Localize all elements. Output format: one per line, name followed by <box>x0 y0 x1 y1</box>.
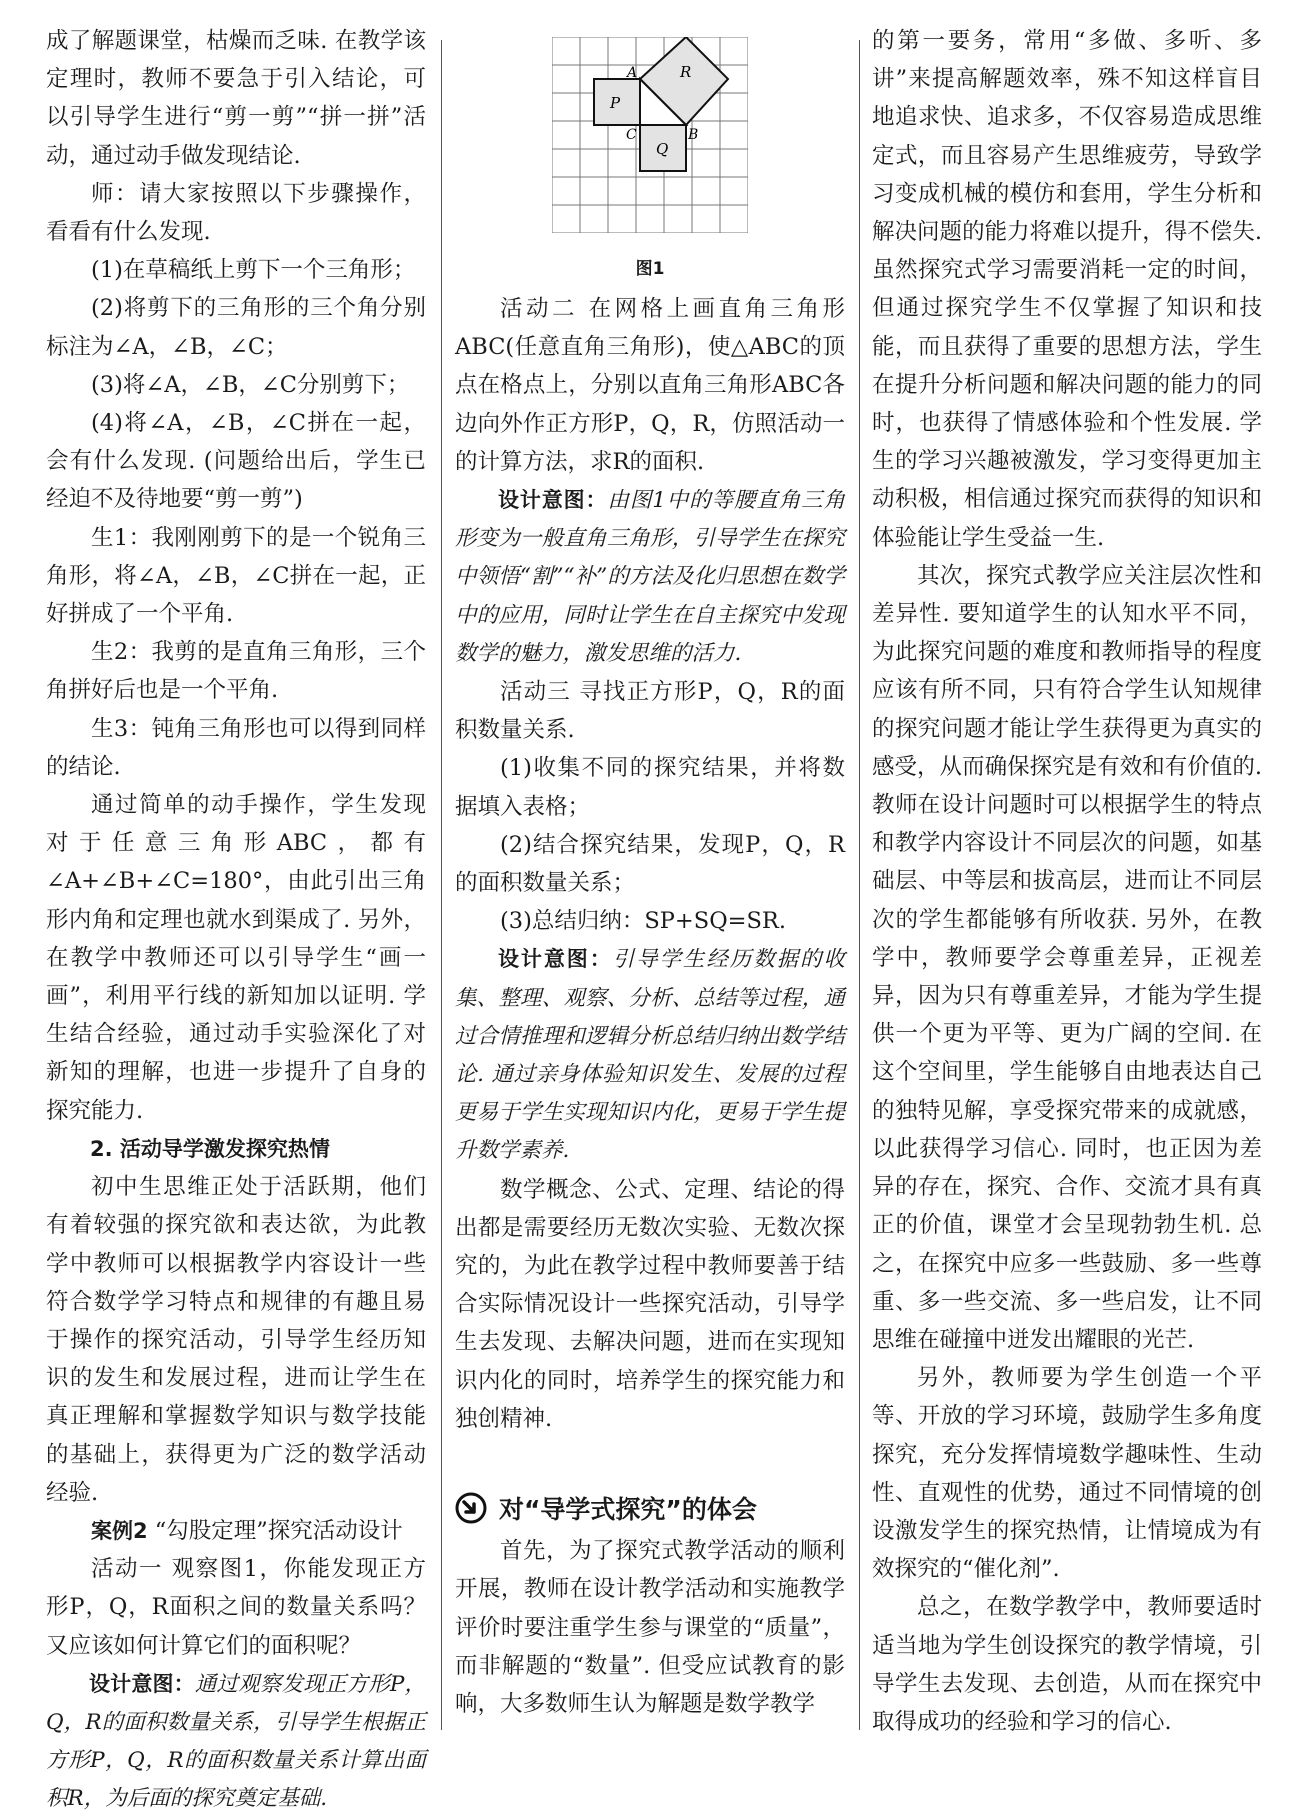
paragraph: 首先，为了探究式教学活动的顺利开展，教师在设计教学活动和实施教学评价时要注重学生参与课堂的“质量”，而非解题的“数量”. 但受应试教育的影响，大多数师生认为解题是数学教学 <box>455 1538 845 1717</box>
student-answer: 生2：我剪的是直角三角形，三个角拼好后也是一个平角. <box>46 639 426 704</box>
activity-paragraph: 活动一 观察图1，你能发现正方形P，Q，R面积之间的数量关系吗？又应该如何计算它们的面积呢？ <box>46 1556 426 1659</box>
label-R: R <box>680 63 692 81</box>
student-answer: 生3：钝角三角形也可以得到同样的结论. <box>46 715 426 780</box>
activity-paragraph: 活动二 在网格上画直角三角形ABC(任意直角三角形)，使△ABC的顶点在格点上，分别以直角三角形ABC各边向外作正方形P，Q，R，仿照活动一的计算方法，求R的面积. <box>455 296 845 475</box>
paragraph: 其次，探究式教学应关注层次性和差异性. 要知道学生的认知水平不同，为此探究问题的难度和教师指导的程度应该有所不同，只有符合学生认知规律的探究问题才能让学生获得更为真实的感受，从而确保探究是有效和有价值的. 教师在设计问题时可以根据学生的特点和教学内容设计不同层次的问题，如基础层、中等层和拔高层，进而让不同层次的学生都能够有所收获. 另外，在教学中，教师要学会尊重差异，正视差异，因为只有尊重差异，才能为学生提供一个更为平等、更为广阔的空间. 在这个空间里，学生能够自由地表达自己的独特见解，享受探究带来的成就感，以此获得学习信心. 同时，也正因为差异的存在，探究、合作、交流才具有真正的价值，课堂才会呈现勃勃生机. 总之，在探究中应多一些鼓励、多一些尊重、多一些交流、多一些启发，让不同思维在碰撞中迸发出耀眼的光芒. <box>872 562 1262 1353</box>
label-Q: Q <box>656 140 669 158</box>
intent-text: 由图1中的等腰直角三角形变为一般直角三角形，引导学生在探究中领悟“割”“补”的方法及化归思想在数学中的应用，同时让学生在自主探究中发现数学的魅力，激发思维的活力. <box>455 488 845 666</box>
paragraph: 成了解题课堂，枯燥而乏味. 在教学该定理时，教师不要急于引入结论，可以引导学生进行“剪一剪”“拼一拼”活动，通过动手做发现结论. <box>46 28 426 169</box>
design-intent <box>455 481 845 673</box>
step-item: (1)收集不同的探究结果，并将数据填入表格； <box>455 755 845 820</box>
case-title: “勾股定理”探究活动设计 <box>154 1517 403 1544</box>
section-heading <box>455 1490 845 1526</box>
step-item: (4)将∠A，∠B，∠C拼在一起，会有什么发现. (问题给出后，学生已经迫不及待地要“剪一剪”) <box>46 410 426 513</box>
figure-1 <box>455 22 845 290</box>
paragraph: 数学概念、公式、定理、结论的得出都是需要经历无数次实验、无数次探究的，为此在教学过程中教师要善于结合实际情况设计一些探究活动，引导学生去发现、去解决问题，进而在实现知识内化的同时，培养学生的探究能力和独创精神. <box>455 1176 845 1432</box>
label-P: P <box>610 94 621 112</box>
paragraph: 通过简单的动手操作，学生发现对于任意三角形ABC，都有∠A+∠B+∠C=180°，由此引出三角形内角和定理也就水到渠成了. 另外，在教学中教师还可以引导学生“画一画”，利用平行线的新知加以证明. 学生结合经验，通过动手实验深化了对新知的理解，也进一步提升了自身的探究能力. <box>46 792 426 1124</box>
intent-label: 设计意图： <box>89 1671 195 1696</box>
case-label: 案例2 <box>91 1518 148 1543</box>
step-item: (2)将剪下的三角形的三个角分别标注为∠A，∠B，∠C； <box>46 295 426 360</box>
step-item: (3)将∠A，∠B，∠C分别剪下； <box>91 371 410 398</box>
paragraph: 师：请大家按照以下步骤操作，看看有什么发现. <box>46 180 426 246</box>
paragraph: 初中生思维正处于活跃期，他们有着较强的探究欲和表达欲，为此教学中教师可以根据教学内容设计一些符合数学学习特点和规律的有趣且易于操作的探究活动，引导学生经历知识的发生和发展过程，进而让学生在真正理解和掌握数学知识与数学技能的基础上，获得更为广泛的数学活动经验. <box>46 1174 426 1506</box>
paragraph: 总之，在数学教学中，教师要适时适当地为学生创设探究的教学情境，引导学生去发现、去创造，从而在探究中取得成功的经验和学习的信心. <box>872 1594 1262 1735</box>
design-intent <box>46 1665 426 1819</box>
column-1 <box>46 22 426 1819</box>
section-title: 对“导学式探究”的体会 <box>499 1495 757 1525</box>
step-item: (2)结合探究结果，发现P，Q，R的面积数量关系； <box>455 831 845 897</box>
pythagoras-grid-figure <box>552 37 748 233</box>
activity-paragraph: 活动三 寻找正方形P，Q，R的面积数量关系. <box>455 679 845 744</box>
column-2 <box>455 22 845 1723</box>
step-item: (3)总结归纳：SP+SQ=SR. <box>500 908 786 935</box>
column-divider <box>859 40 860 1730</box>
subsection-heading: 2. 活动导学激发探究热情 <box>90 1136 330 1161</box>
paragraph: 的第一要务，常用“多做、多听、多讲”来提高解题效率，殊不知这样盲目地追求快、追求多，不仅容易造成思维定式，而且容易产生思维疲劳，导致学习变成机械的模仿和套用，学生分析和解决问题的能力将难以提升，得不偿失. 虽然探究式学习需要消耗一定的时间，但通过探究学生不仅掌握了知识和技能，而且获得了重要的思想方法，学生在提升分析问题和解决问题的能力的同时，也获得了情感体验和个性发展. 学生的学习兴趣被激发，学习变得更加主动积极，相信通过探究而获得的知识和体验能让学生受益一生. <box>872 28 1262 551</box>
label-A: A <box>627 65 638 81</box>
figure-caption: 图1 <box>635 259 665 279</box>
student-answer: 生1：我刚刚剪下的是一个锐角三角形，将∠A，∠B，∠C拼在一起，正好拼成了一个平角. <box>46 524 426 628</box>
design-intent <box>455 940 845 1170</box>
column-divider <box>441 40 442 1730</box>
intent-text: 引导学生经历数据的收集、整理、观察、分析、总结等过程，通过合情推理和逻辑分析总结归纳出数学结论. 通过亲身体验知识发生、发展的过程更易于学生实现知识内化，更易于学生提升数学素养. <box>455 947 845 1164</box>
label-B: B <box>688 127 699 143</box>
intent-label: 设计意图： <box>498 947 613 972</box>
label-C: C <box>626 127 637 143</box>
intent-text: 通过观察发现正方形P，Q，R的面积数量关系，引导学生根据正方形P，Q，R的面积数量关系计算出面积R，为后面的探究奠定基础. <box>46 1671 426 1812</box>
intent-label: 设计意图： <box>498 488 608 513</box>
step-item: (1)在草稿纸上剪下一个三角形； <box>91 257 416 284</box>
paragraph: 另外，教师要为学生创造一个平等、开放的学习环境，鼓励学生多角度探究，充分发挥情境数学趣味性、生动性、直观性的优势，通过不同情境的创设激发学生的探究热情，让情境成为有效探究的“催化剂”. <box>872 1365 1262 1583</box>
case-heading <box>46 1512 426 1550</box>
section-marker-icon <box>455 1492 487 1524</box>
column-3 <box>872 22 1262 1741</box>
